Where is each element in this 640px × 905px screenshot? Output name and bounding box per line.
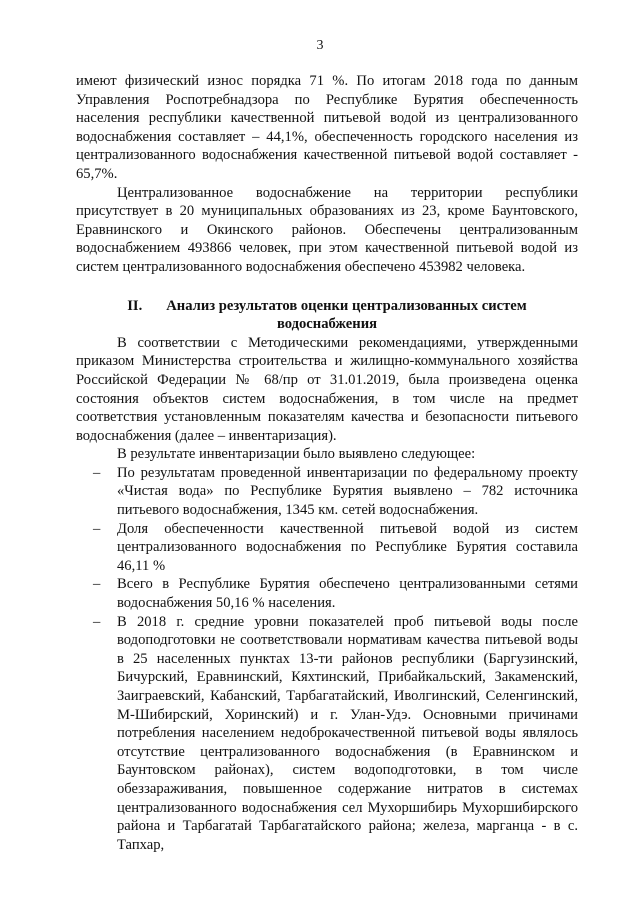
paragraph-methodology: В соответствии с Методическими рекомендациями, утвержденными приказом Министерства строительства и жилищно-коммунального хозяйства Российской Федерации № 68/пр от 31.01.2019, была произведена оценка состояния объектов систем водоснабжения, в том числе на предмет соответствия установленным показателям качества и безопасности питьевого водоснабжения (далее – инвентаризация).: [76, 334, 578, 444]
list-item-text: В 2018 г. средние уровни показателей проб питьевой воды после водоподготовки не соответствовали нормативам качества питьевой воды в 25 населенных пунктах 13-ти районов республики (Баргузинский, Бичурский, Еравнинский, Кяхтинский, Прибайкальский, Закаменский, Заиграевский, Кабанский, Тарбагатайский, Иволгинский, Селенгинский, М-Шибирский, Хоринский) и г. Улан-Удэ. Основными причинами потребления населением недоброкачественной питьевой воды являлось отсутствие централизованного водоснабжения (в Еравнинском и Баунтовском районах), систем водоподготовки, в том числе обеззараживания, повышенное содержание нитратов в системах централизованного водоснабжения сел Мухоршибирь Мухоршибирского района и Тарбагатай Тарбагатайского района; железа, марганца - в с. Тапхар,: [117, 613, 578, 853]
paragraph-centralized-supply: Централизованное водоснабжение на территории республики присутствует в 20 муниципальных образованиях из 23, кроме Баунтовского, Еравнинского и Окинского районов. Обеспечены централизованным водоснабжением 493866 человек, при этом качественной питьевой водой из систем централизованного водоснабжения обеспечено 453982 человека.: [76, 184, 578, 275]
section-title-text: Анализ результатов оценки централизованных систем водоснабжения: [166, 297, 527, 333]
list-item: [76, 575, 578, 612]
paragraph-inventory-intro: В результате инвентаризации было выявлено следующее:: [117, 446, 476, 463]
list-item: [76, 464, 578, 520]
list-item: [76, 613, 578, 855]
page-number: 3: [316, 38, 324, 53]
list-dash: –: [93, 520, 101, 537]
findings-list: [76, 464, 578, 854]
list-dash: –: [93, 576, 101, 593]
section-heading: [76, 297, 578, 334]
list-dash: –: [93, 464, 101, 481]
list-item-text: По результатам проведенной инвентаризации по федеральному проекту «Чистая вода» по Республике Бурятия выявлено – 782 источника питьевого водоснабжения, 1345 км. сетей водоснабжения.: [117, 464, 578, 519]
list-item-text: Доля обеспеченности качественной питьевой водой из систем централизованного водоснабжения по Республике Бурятия составила 46,11 %: [117, 520, 578, 574]
list-item: [76, 520, 578, 576]
document-body: [76, 72, 578, 854]
paragraph-continuation: имеют физический износ порядка 71 %. По итогам 2018 года по данным Управления Роспотребнадзора по Республике Бурятия обеспеченность населения республики качественной питьевой водой из централизованного водоснабжения составляет – 44,1%, обеспеченность городского населения из централизованного водоснабжения качественной питьевой водой составляет - 65,7%.: [76, 73, 578, 182]
section-number: II.: [127, 297, 143, 314]
list-dash: –: [93, 613, 101, 630]
list-item-text: Всего в Республике Бурятия обеспечено централизованными сетями водоснабжения 50,16 % населения.: [117, 576, 578, 612]
